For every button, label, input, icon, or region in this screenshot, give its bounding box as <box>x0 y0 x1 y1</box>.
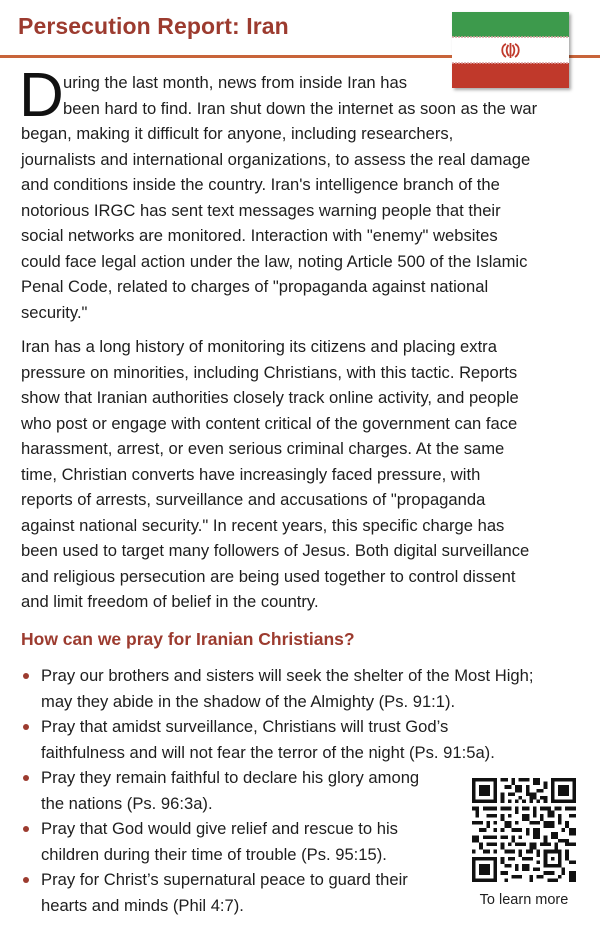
text-line: harassment, arrest, or even serious criminal charges. At the same <box>21 439 505 458</box>
text-line: against national security." In recent years, this specific charge has <box>21 515 505 535</box>
prayer-item <box>0 663 534 714</box>
text-line: and conditions inside the country. Iran's intelligence branch of the <box>21 175 500 194</box>
paragraph-2 <box>21 334 586 615</box>
text-line: Pray our brothers and sisters will seek the shelter of the Most High; <box>41 666 534 685</box>
text-line: been hard to find. Iran shut down the internet as soon as the war <box>63 98 538 118</box>
prayer-heading: How can we pray for Iranian Christians? <box>21 629 355 649</box>
text-line: reports of arrests, surveillance and accusations of "propaganda <box>21 490 486 509</box>
text-line: who post or engage with content critical of the government can face <box>21 413 518 433</box>
prayer-list <box>0 663 534 918</box>
bullet-icon <box>23 724 29 730</box>
text-line: Pray that God would give relief and rescue to his <box>41 819 398 838</box>
text-line: security." <box>21 302 88 322</box>
text-line: uring the last month, news from inside Iran has <box>63 73 408 92</box>
text-line: could face legal action under the law, noting Article 500 of the Islamic <box>21 251 528 271</box>
bullet-icon <box>23 775 29 781</box>
text-line: Pray that amidst surveillance, Christians will trust God’s <box>41 717 449 736</box>
text-line: been used to target many followers of Jesus. Both digital surveillance <box>21 541 530 560</box>
bullet-icon <box>23 826 29 832</box>
prayer-item <box>0 867 534 918</box>
drop-cap: D <box>19 61 64 130</box>
page-title: Persecution Report: Iran <box>18 13 289 39</box>
text-line: and limit freedom of belief in the country. <box>21 592 319 611</box>
bullet-icon <box>23 877 29 883</box>
text-line: began, making it difficult for anyone, including researchers, <box>21 124 454 143</box>
paragraph-1 <box>19 61 586 325</box>
text-line: Iran has a long history of monitoring its citizens and placing extra <box>21 337 497 356</box>
text-line: journalists and international organizations, to assess the real damage <box>21 149 531 169</box>
text-line: Penal Code, related to charges of "propaganda against national <box>21 277 489 296</box>
qr-link[interactable] <box>466 778 582 908</box>
text-line: time, Christian converts have increasingly faced pressure, with <box>21 464 481 484</box>
prayer-item <box>0 816 534 867</box>
text-line: social networks are monitored. Interaction with "enemy" websites <box>21 226 498 245</box>
text-line: Pray for Christ’s supernatural peace to guard their <box>41 870 408 889</box>
text-line: children during their time of trouble (Ps. 95:15). <box>41 844 387 864</box>
text-line: notorious IRGC has sent text messages warning people that their <box>21 200 501 220</box>
qr-caption: To learn more <box>479 892 569 908</box>
prayer-item <box>0 714 534 765</box>
prayer-item <box>0 765 534 816</box>
text-line: hearts and minds (Phil 4:7). <box>41 895 244 915</box>
text-line: pressure on minorities, including Christians, with this tactic. Reports <box>21 362 518 382</box>
text-line: Pray they remain faithful to declare his glory among <box>41 768 420 787</box>
text-line: show that Iranian authorities closely track online activity, and people <box>21 388 519 407</box>
text-line: the nations (Ps. 96:3a). <box>41 793 213 813</box>
qr-code-icon[interactable] <box>472 778 576 882</box>
article-body <box>19 61 586 624</box>
text-line: may they abide in the shadow of the Almighty (Ps. 91:1). <box>41 691 456 711</box>
text-line: faithfulness and will not fear the terror of the night (Ps. 91:5a). <box>41 742 495 762</box>
text-line: and religious persecution are being used together to control dissent <box>21 566 516 586</box>
bullet-icon <box>23 673 29 679</box>
